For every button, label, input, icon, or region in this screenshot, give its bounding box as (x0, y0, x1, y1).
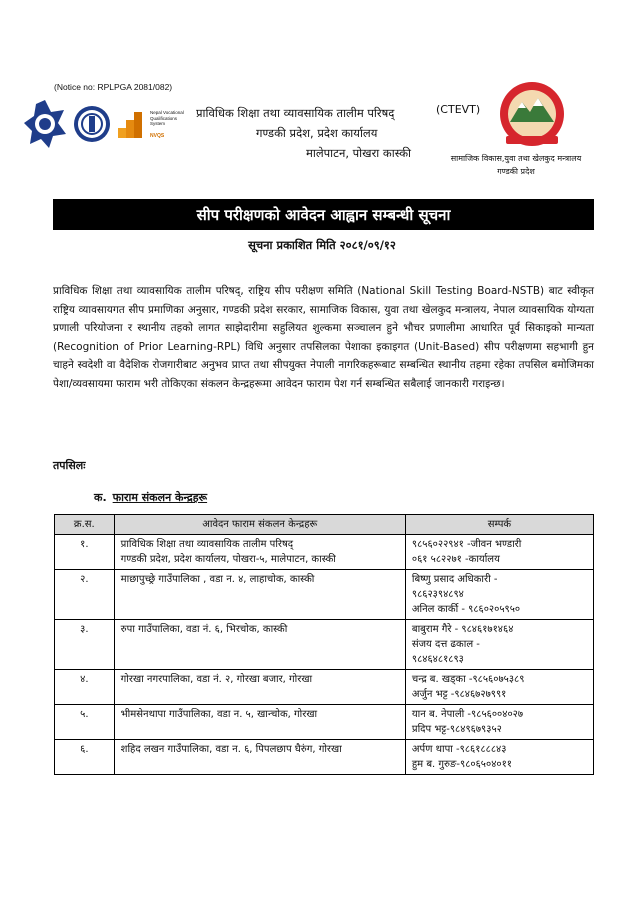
row-center (114, 620, 405, 670)
row-contact (405, 705, 593, 740)
row-contact (405, 620, 593, 670)
section-letter: क. (94, 491, 107, 504)
table-row (55, 570, 594, 620)
organization-block (196, 103, 411, 163)
org-province: गण्डकी प्रदेश, प्रदेश कार्यालय (256, 126, 378, 140)
row-contact (405, 570, 593, 620)
contact-line: ९८५६०२२९४१ -जीवन भण्डारी (411, 539, 522, 550)
row-serial: २. (55, 570, 115, 620)
nvqs-label: Nepal Vocational Qualifications System (150, 110, 184, 126)
section-title: फाराम संकलन केन्द्रहरू (112, 491, 208, 504)
nvqs-logo-icon (116, 106, 152, 140)
gear-emblem-icon (72, 104, 112, 144)
row-serial: ४. (55, 670, 115, 705)
contact-line: प्रदिप भट्ट-९८४९६७९३५२ (411, 724, 502, 735)
contact-line: ९८४६४८१८९३ (411, 654, 464, 665)
org-name: प्राविधिक शिक्षा तथा व्यावसायिक तालीम परिषद् (196, 106, 395, 120)
table-row (55, 620, 594, 670)
contact-line: ९८६२३९४८९४ (411, 589, 464, 600)
row-center (114, 535, 405, 570)
contact-line: बिष्णु प्रसाद अधिकारी - (411, 574, 498, 585)
notice-number: (Notice no: RPLPGA 2081/082) (54, 82, 173, 92)
ministry-province: गण्डकी प्रदेश (497, 167, 535, 176)
nepal-government-emblem-icon (492, 78, 572, 150)
table-row (55, 705, 594, 740)
header-serial: क्र.स. (55, 515, 115, 535)
notice-title-banner: सीप परीक्षणको आवेदन आह्वान सम्बन्धी सूचना (53, 199, 594, 230)
header-contact: सम्पर्क (405, 515, 593, 535)
ministry-name: सामाजिक विकास,युवा तथा खेलकुद मन्त्रालय (450, 154, 582, 163)
table-row (55, 740, 594, 775)
details-heading: तपसिलः (53, 459, 86, 472)
row-contact (405, 670, 593, 705)
org-abbreviation: (CTEVT) (436, 103, 481, 116)
table-row (55, 670, 594, 705)
collection-centers-table (54, 514, 594, 775)
center-line: माछापुच्छ्रे गाउँपालिका , वडा न. ४, लाहाचोक, कास्की (120, 574, 315, 585)
contact-line: ०६१ ५८२२७१ -कार्यालय (411, 554, 500, 565)
row-serial: ३. (55, 620, 115, 670)
row-center (114, 670, 405, 705)
table-row (55, 535, 594, 570)
row-serial: १. (55, 535, 115, 570)
center-line: प्राविधिक शिक्षा तथा व्यावसायिक तालीम परिषद् (120, 539, 294, 550)
center-line: गोरखा नगरपालिका, वडा नं. २, गोरखा बजार, गोरखा (120, 674, 313, 685)
row-contact (405, 740, 593, 775)
ctevt-emblem-icon (22, 98, 68, 150)
contact-line: बाबुराम गैरे - ९८४६१७१४६४ (411, 624, 514, 635)
nvqs-abbr: NVQS (150, 133, 165, 139)
contact-line: अनिल कार्की - ९८६०२०५९५० (411, 604, 521, 615)
center-line: शहिद लखन गाउँपालिका, वडा न. ६, पिपलछाप घैरुंग, गोरखा (120, 744, 342, 755)
ministry-block (441, 152, 591, 178)
row-serial: ५. (55, 705, 115, 740)
row-contact (405, 535, 593, 570)
center-line: भीमसेनथापा गाउँपालिका, वडा न. ५, खान्चोक, गोरखा (120, 709, 318, 720)
contact-line: अर्जुन भट्ट -९८४६७२७९९१ (411, 689, 507, 700)
table-header-row (55, 515, 594, 535)
contact-line: चन्द्र ब. खड्का -९८५६०७५३८९ (411, 674, 525, 685)
contact-line: यान ब. नेपाली -९८५६००४०२७ (411, 709, 524, 720)
center-line: गण्डकी प्रदेश, प्रदेश कार्यालय, पोखरा-५, मालेपाटन, कास्की (120, 554, 336, 565)
org-address: मालेपाटन, पोखरा कास्की (306, 146, 412, 160)
row-center (114, 705, 405, 740)
contact-line: अर्पण थापा -९८६१८८८४३ (411, 744, 507, 755)
row-serial: ६. (55, 740, 115, 775)
header-center: आवेदन फाराम संकलन केन्द्रहरू (114, 515, 405, 535)
center-line: रुपा गाउँपालिका, वडा नं. ६, भिरचोक, कास्की (120, 624, 288, 635)
section-heading (94, 490, 207, 505)
contact-line: हुम ब. गुरुङ-९८०६५०४०११ (411, 759, 512, 770)
notice-body: प्राविधिक शिक्षा तथा व्यावसायिक तालीम परिषद्, राष्ट्रिय सीप परीक्षण समिति (National Skill Testing Board-NSTB) बाट स्वीकृत राष्ट्रिय व्यावसायगत सीप प्रमाणिका अनुसार, गण्डकी प्रदेश सरकार, सामाजिक विकास, युवा तथा खेलकुद मन्त्रालय, नेपाल व्यावसायिक योग्यता प्रणाली परियोजना र स्थानीय तहको लागत साझेदारीमा सहुलियत शुल्कमा सञ्चालन हुने भौचर प्रणालीमा आधारित पूर्व सिकाइको मान्यता (Recognition of Prior Learning-RPL) विधि अनुसार तपसिलका पेशाका इकाइगत (Unit-Based) सीप परीक्षणमा सहभागी हुन चाहने स्वदेशी वा वैदेशिक रोजगारीबाट अनुभव प्राप्त तथा सीपयुक्त नेपाली नागरिकहरूबाट सम्बन्धित स्थानीय तहमा रहेका तपसिल बमोजिमका पेशा/व्यवसायमा फाराम भरी तोकिएका संकलन केन्द्रहरूमा आवेदन फाराम पेश गर्न सम्बन्धित सबैलाई जानकारी गराइन्छ। (53, 285, 594, 390)
contact-line: संजय दत्त ढकाल - (411, 639, 480, 650)
publication-date: सूचना प्रकाशित मिति २०८१/०९/१२ (248, 238, 396, 252)
row-center (114, 570, 405, 620)
row-center (114, 740, 405, 775)
